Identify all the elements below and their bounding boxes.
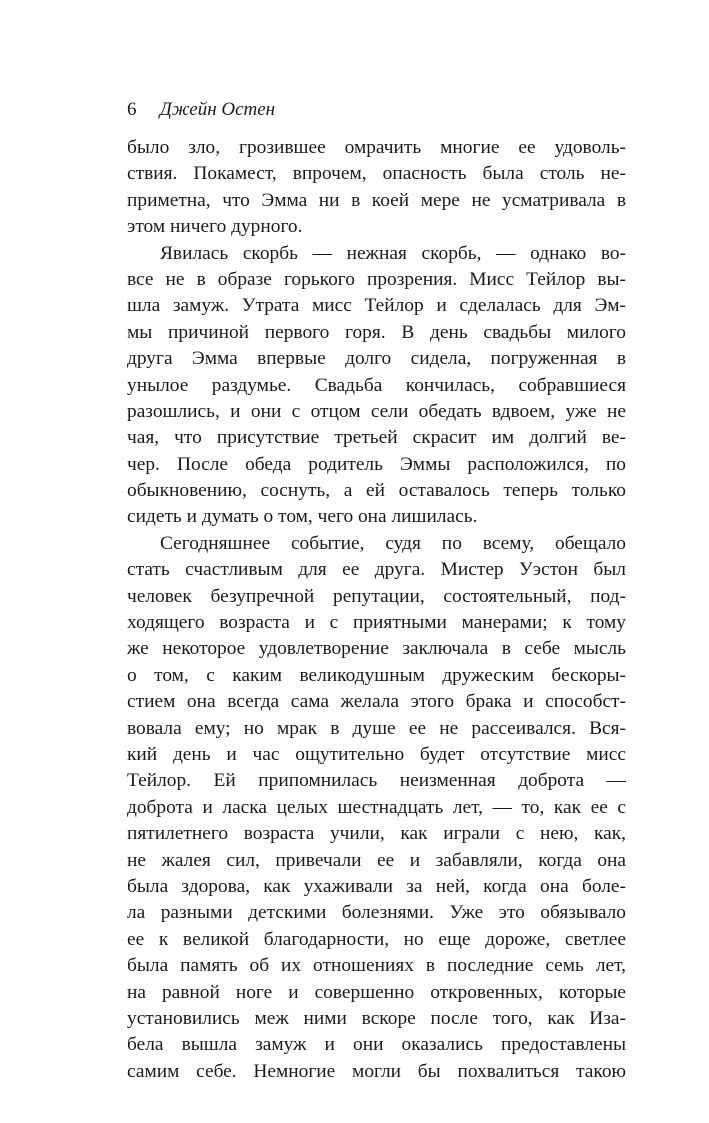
text-line: пятилетнего возраста учили, как играли с нею, как,: [127, 823, 626, 845]
text-line: была память об их отношениях в последние семь лет,: [127, 955, 626, 977]
text-line: шла замуж. Утрата мисс Тейлор и сделалась для Эм-: [127, 295, 626, 317]
text-line: была здорова, как ухаживали за ней, когда она боле-: [127, 875, 626, 897]
text-line: вовала ему; но мрак в душе ее не рассеивался. Вся-: [127, 717, 626, 739]
text-line: друга Эмма впервые долго сидела, погруженная в: [127, 348, 626, 370]
text-line: кий день и час ощутительно будет отсутствие мисс: [127, 743, 626, 765]
text-line: все не в образе горького прозрения. Мисс Тейлор вы-: [127, 268, 626, 290]
text-line: доброта и ласка целых шестнадцать лет, — то, как ее с: [127, 796, 626, 818]
text-line: Явилась скорбь — нежная скорбь, — однако во-: [160, 242, 626, 264]
running-header: [127, 98, 275, 122]
text-line: не жалея сил, привечали ее и забавляли, когда она: [127, 849, 626, 871]
text-line: ее к великой благодарности, но еще дороже, светлее: [127, 928, 626, 950]
text-line: на равной ноге и совершенно откровенных, которые: [127, 981, 626, 1003]
text-line: же некоторое удовлетворение заключала в себе мысль: [127, 638, 626, 660]
text-line: сидеть и думать о том, чего она лишилась.: [127, 506, 478, 528]
text-line: бела вышла замуж и они оказались предоставлены: [127, 1034, 626, 1056]
text-line: самим себе. Немногие могли бы похвалиться такою: [127, 1060, 626, 1082]
text-line: ла разными детскими болезнями. Уже это обязывало: [127, 902, 626, 924]
text-line: ствия. Покамест, впрочем, опасность была столь не-: [127, 163, 626, 185]
running-title: Джейн Остен: [159, 99, 276, 120]
text-line: установились меж ними вскоре после того, как Иза-: [127, 1007, 626, 1029]
text-line: мы причиной первого горя. В день свадьбы милого: [127, 321, 626, 343]
text-line: Сегодняшнее событие, судя по всему, обещало: [160, 532, 626, 554]
text-line: стать счастливым для ее друга. Мистер Уэстон был: [127, 559, 626, 581]
text-line: ходящего возраста и с приятными манерами; к тому: [127, 612, 626, 634]
text-line: разошлись, и они с отцом сели обедать вдвоем, уже не: [127, 400, 626, 422]
text-line: чая, что присутствие третьей скрасит им долгий ве-: [127, 427, 626, 449]
body-text: [127, 135, 626, 1085]
text-line: приметна, что Эмма ни в коей мере не усматривала в: [127, 189, 626, 211]
text-line: Тейлор. Ей припомнилась неизменная доброта —: [127, 770, 626, 792]
text-line: о том, с каким великодушным дружеским бескоры-: [127, 664, 626, 686]
text-line: чер. После обеда родитель Эммы расположился, по: [127, 453, 626, 475]
text-line: человек безупречной репутации, состоятельный, под-: [127, 585, 626, 607]
text-line: унылое раздумье. Свадьба кончилась, собравшиеся: [127, 374, 626, 396]
page-number: 6: [127, 99, 137, 120]
text-line: этом ничего дурного.: [127, 216, 303, 238]
text-line: обыкновению, соснуть, а ей оставалось теперь только: [127, 480, 626, 502]
text-line: стием она всегда сама желала этого брака и способст-: [127, 691, 626, 713]
text-line: было зло, грозившее омрачить многие ее удоволь-: [127, 137, 626, 158]
